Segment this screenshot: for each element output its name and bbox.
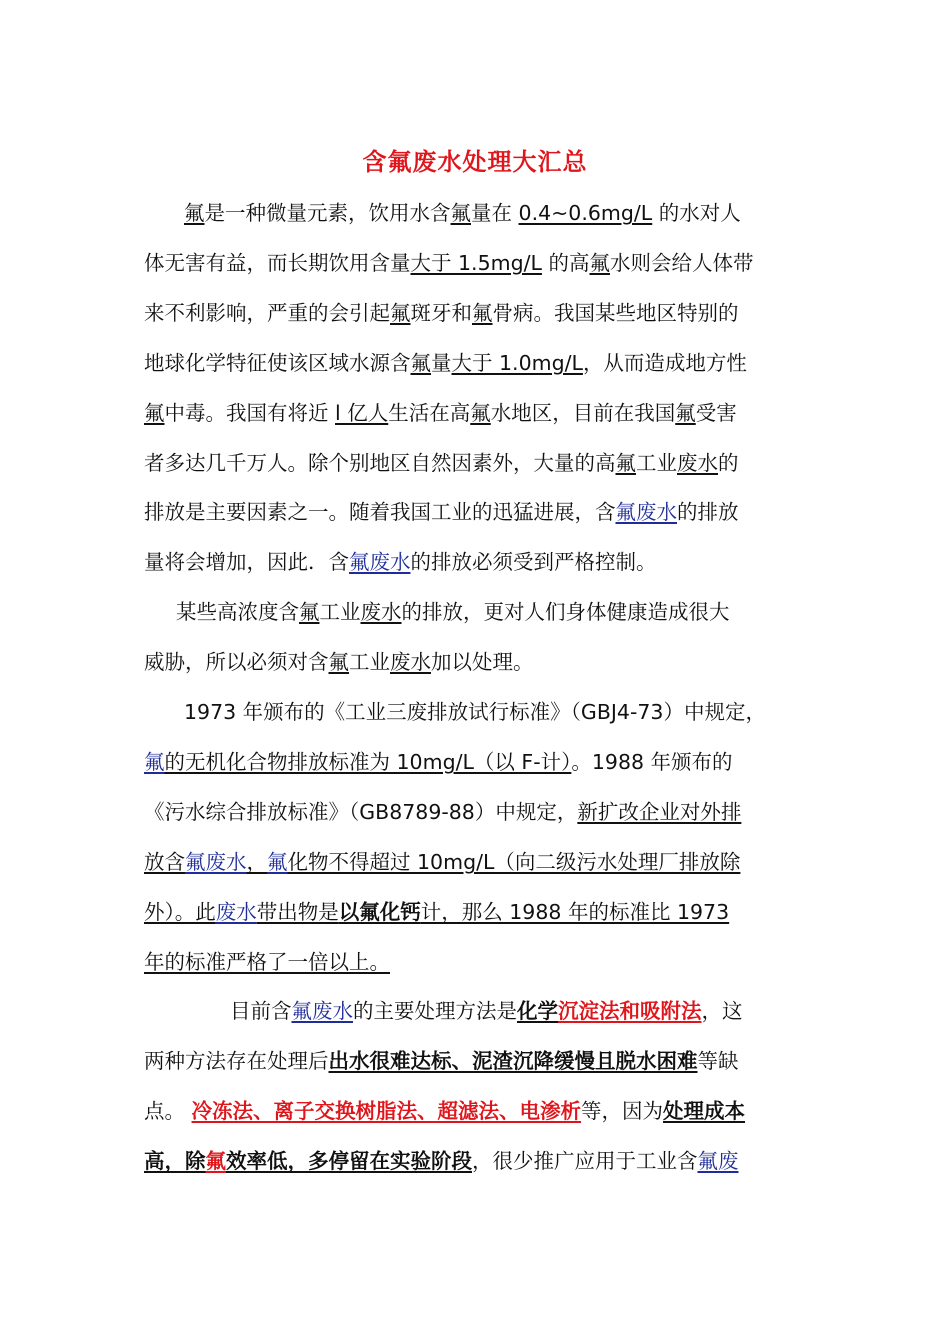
text-run: 量 — [431, 351, 452, 375]
text-run: 的高 — [541, 251, 590, 275]
text-run: 骨病。我国某些地区特别的 — [492, 301, 739, 325]
text-line — [144, 497, 739, 527]
text-run: 处理成本 — [663, 1099, 746, 1123]
text-run: 氟 — [675, 401, 696, 425]
text-line — [144, 348, 747, 378]
text-line — [144, 847, 740, 877]
text-run: 氟 — [390, 301, 411, 325]
text-run: 水地区，目前在我国 — [490, 401, 676, 425]
text-run: ，很少推广应用于工业含 — [472, 1149, 698, 1173]
text-run: l 亿人 — [335, 401, 389, 425]
text-run: 大于 1.5mg/L — [410, 251, 542, 275]
text-run: 工业 — [349, 650, 390, 674]
text-line — [144, 897, 729, 927]
text-run: 水则会给人体带 — [609, 251, 754, 275]
text-line — [144, 1046, 739, 1076]
text-run: 目前含 — [230, 999, 292, 1023]
text-run: 氟 — [144, 401, 165, 425]
text-run: 的 — [718, 451, 739, 475]
text-line — [230, 996, 743, 1026]
text-line — [144, 398, 737, 428]
text-run: 某些高浓度含 — [176, 600, 299, 624]
text-run: 的无机化合物排放标准为 10mg/L（以 F-计） — [164, 750, 572, 774]
text-run: 冷冻法、离子交换树脂法、超滤法、电渗析 — [191, 1099, 582, 1123]
text-run: 废水 — [677, 451, 718, 475]
text-run: 氟 — [328, 650, 349, 674]
text-run: 者多达几千万人。除个别地区自然因素外，大量的高 — [144, 451, 616, 475]
text-line — [144, 947, 390, 977]
text-run: 带出物是 — [256, 900, 339, 924]
text-run: 废水 — [215, 900, 257, 924]
text-line — [144, 298, 739, 328]
text-run: 来不利影响，严重的会引起 — [144, 301, 390, 325]
text-run: 氟废水 — [615, 500, 677, 524]
text-run: 两种方法存在处理后 — [144, 1049, 329, 1073]
text-line — [144, 1096, 745, 1126]
text-run: ，从而造成地方性 — [582, 351, 747, 375]
text-line — [176, 597, 730, 627]
text-line — [144, 248, 753, 278]
text-line — [144, 1146, 739, 1176]
text-run: 受害 — [695, 401, 737, 425]
text-line — [144, 647, 534, 677]
text-run: 化物不得超过 10mg/L（向二级污水处理厂排放除 — [287, 850, 741, 874]
text-run: 氟 — [184, 201, 205, 225]
text-run: 化学 — [517, 999, 558, 1023]
text-run: 的水对人 — [652, 201, 741, 225]
text-run: 生活在高 — [388, 401, 471, 425]
text-run: 氟 — [205, 1149, 226, 1173]
text-line — [144, 797, 741, 827]
text-line — [144, 448, 739, 478]
text-run: 氟废水 — [349, 550, 411, 574]
text-run: 高，除 — [144, 1149, 206, 1173]
text-run: 等缺 — [697, 1049, 739, 1073]
text-run: 是一种微量元素，饮用水含 — [204, 201, 451, 225]
text-run: 《污水综合排放标准》（GB8789-88）中规定， — [144, 800, 578, 824]
text-run: 氟 — [267, 850, 288, 874]
text-run: 氟 — [470, 401, 491, 425]
text-run: 体无害有益，而长期饮用含量 — [144, 251, 411, 275]
text-run: 量在 — [471, 201, 519, 225]
text-run: 出水很难达标、泥渣沉降缓慢且脱水困难 — [328, 1049, 698, 1073]
text-run: 工业 — [636, 451, 677, 475]
text-run: 0.4~0.6mg/L — [518, 201, 653, 225]
text-run: 的主要处理方法是 — [353, 999, 517, 1023]
text-run: 计，那么 1988 年的标准比 1973 — [420, 900, 730, 924]
text-run: 以氟化钙 — [338, 900, 421, 924]
text-run: 的排放 — [677, 500, 739, 524]
text-run: 氟 — [472, 301, 493, 325]
text-run: 氟 — [450, 201, 471, 225]
text-run: 地球化学特征使该区域水源含 — [144, 351, 411, 375]
text-run: 的排放必须受到严格控制。 — [410, 550, 657, 574]
text-run: 外）。此 — [144, 900, 216, 924]
text-run: 量将会增加，因此．含 — [144, 550, 349, 574]
text-run: 工业 — [319, 600, 361, 624]
text-run: ，这 — [701, 999, 743, 1023]
text-run: 氟废 — [697, 1149, 739, 1173]
text-run: 放含 — [144, 850, 185, 874]
text-line — [184, 697, 766, 727]
document-title: 含氟废水处理大汇总 — [362, 148, 588, 176]
text-line — [144, 547, 657, 577]
text-run: 年的标准严格了一倍以上。 — [144, 950, 390, 974]
text-run: 。1988 年颁布的 — [571, 750, 733, 774]
text-run: 威胁，所以必须对含 — [144, 650, 329, 674]
text-run: 氟废水 — [185, 850, 247, 874]
text-run: 氟 — [144, 750, 165, 774]
text-run: 效率低，多停留在实验阶段 — [226, 1149, 472, 1173]
text-run: 点。 — [144, 1099, 192, 1123]
text-run: 新扩改企业对外排 — [577, 800, 742, 824]
text-run: 斑牙和 — [410, 301, 472, 325]
text-run: 氟废水 — [291, 999, 353, 1023]
text-run: 排放是主要因素之一。随着我国工业的迅猛进展，含 — [144, 500, 616, 524]
text-run: 中毒。我国有将近 — [164, 401, 336, 425]
text-line — [144, 747, 733, 777]
text-run: ， — [246, 850, 267, 874]
text-run: 氟 — [299, 600, 320, 624]
text-line — [184, 198, 741, 228]
text-run: 大于 1.0mg/L — [451, 351, 583, 375]
text-run: 的排放，更对人们身体健康造成很大 — [401, 600, 730, 624]
text-run: 等，因为 — [581, 1099, 664, 1123]
text-run: 废水 — [390, 650, 431, 674]
text-run: 氟 — [589, 251, 610, 275]
text-run: 氟 — [615, 451, 636, 475]
text-run: 1973 年颁布的《工业三废排放试行标准》（GBJ4-73）中规定， — [184, 700, 766, 724]
text-run: 加以处理。 — [431, 650, 534, 674]
text-run: 废水 — [360, 600, 402, 624]
text-run: 沉淀法和吸附法 — [558, 999, 702, 1023]
text-run: 氟 — [410, 351, 431, 375]
